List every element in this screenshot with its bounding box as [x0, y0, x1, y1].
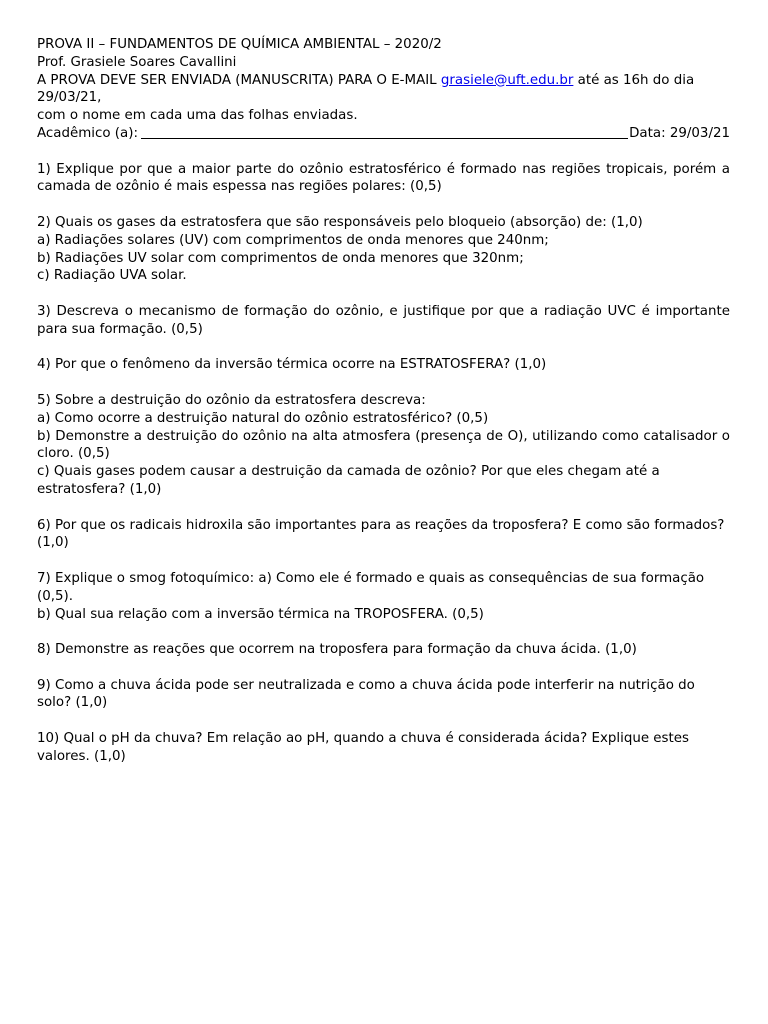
- question-5-a: a) Como ocorre a destruição natural do ozônio estratosférico? (0,5): [37, 410, 489, 426]
- question-5-b: b) Demonstre a destruição do ozônio na alta atmosfera (presença de O), utilizando como catalisador o cloro. (0,5): [37, 428, 730, 462]
- question-2-b: b) Radiações UV solar com comprimentos de onda menores que 320nm;: [37, 250, 524, 266]
- exam-title: PROVA II – FUNDAMENTOS DE QUÍMICA AMBIENTAL – 2020/2: [37, 37, 442, 52]
- question-10: 10) Qual o pH da chuva? Em relação ao pH, quando a chuva é considerada ácida? Explique estes valores. (1,0): [37, 731, 689, 764]
- question-2-a: a) Radiações solares (UV) com comprimentos de onda menores que 240nm;: [37, 232, 549, 248]
- date-label: Data: 29/03/21: [629, 125, 730, 141]
- question-6: 6) Por que os radicais hidroxila são importantes para as reações da troposfera? E como são formados? (1,0): [37, 517, 725, 551]
- question-7-b: b) Qual sua relação com a inversão térmica na TROPOSFERA. (0,5): [37, 606, 484, 622]
- student-label: Acadêmico (a):: [37, 125, 138, 141]
- instruction-suffix: até as 16h do dia 29/03/21,: [37, 72, 695, 106]
- student-line: [37, 125, 730, 143]
- submission-instruction-line2: com o nome em cada uma das folhas enviadas.: [37, 108, 358, 124]
- email-link[interactable]: grasiele@uft.edu.br: [440, 72, 574, 88]
- question-3: 3) Descreva o mecanismo de formação do ozônio, e justifique por que a radiação UVC é importante para sua formação. (0,5): [37, 303, 730, 337]
- question-5-c: c) Quais gases podem causar a destruição da camada de ozônio? Por que eles chegam até a estratosfera? (1,0): [37, 464, 660, 497]
- question-4: 4) Por que o fenômeno da inversão térmica ocorre na ESTRATOSFERA? (1,0): [37, 357, 547, 373]
- professor-name: Prof. Grasiele Soares Cavallini: [37, 54, 237, 70]
- question-7-a: 7) Explique o smog fotoquímico: a) Como ele é formado e quais as consequências de sua formação (0,5).: [37, 570, 705, 604]
- instruction-prefix: A PROVA DEVE SER ENVIADA (MANUSCRITA) PARA O E-MAIL: [37, 72, 441, 88]
- question-9: 9) Como a chuva ácida pode ser neutralizada e como a chuva ácida pode interferir na nutrição do solo? (1,0): [37, 677, 695, 711]
- question-2-stem: 2) Quais os gases da estratosfera que são responsáveis pelo bloqueio (absorção) de: (1,0): [37, 214, 643, 230]
- question-2-c: c) Radiação UVA solar.: [37, 268, 187, 284]
- student-name-blank: [141, 125, 628, 139]
- submission-instruction: [37, 72, 730, 108]
- question-5-stem: 5) Sobre a destruição do ozônio da estratosfera descreva:: [37, 392, 426, 408]
- question-1: 1) Explique por que a maior parte do ozônio estratosférico é formado nas regiões tropicais, porém a camada de ozônio é mais espessa nas regiões polares: (0,5): [37, 161, 730, 195]
- question-8: 8) Demonstre as reações que ocorrem na troposfera para formação da chuva ácida. (1,0): [37, 642, 637, 658]
